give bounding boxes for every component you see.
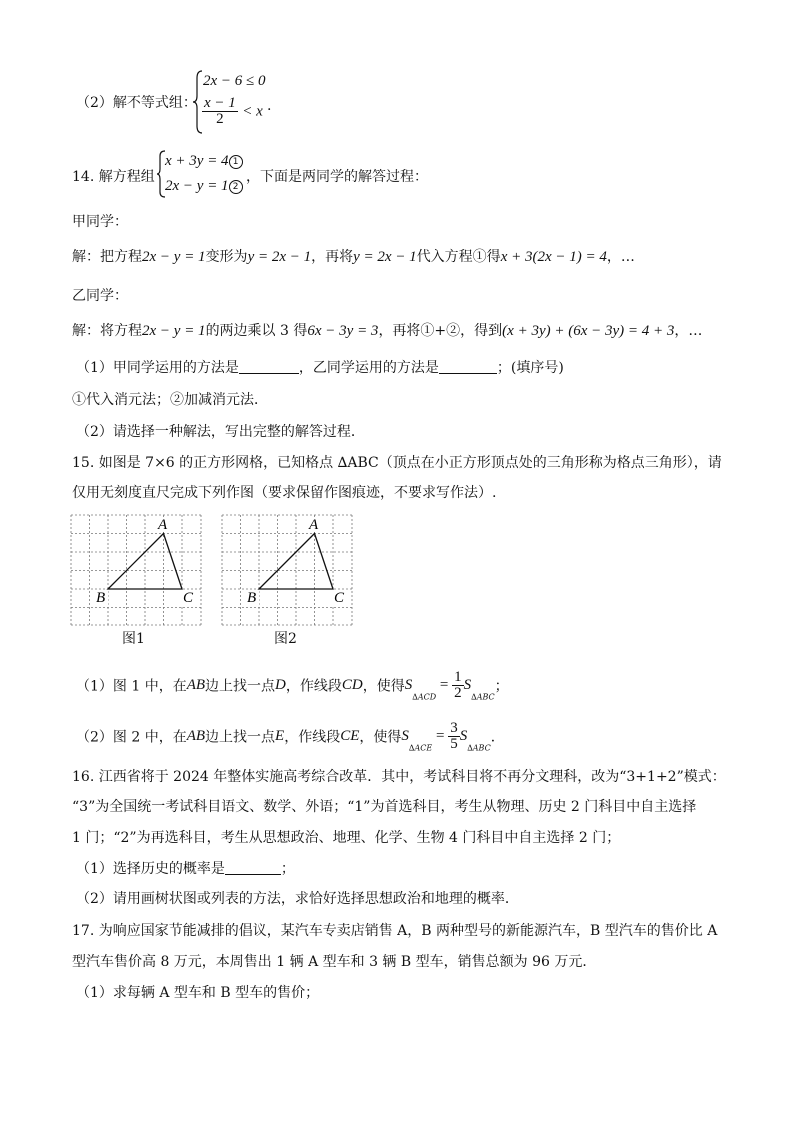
q17-line1: 17. 为响应国家节能减排的倡议，某汽车专卖店销售 A，B 两种型号的新能源汽车，B 型汽车的售价比 A	[72, 923, 718, 939]
q13-ineq2-rhs: < x	[242, 103, 263, 120]
q13-frac-num: x − 1	[204, 95, 236, 111]
q14-jia-b: 变形为	[205, 249, 248, 265]
q13-frac-den: 2	[216, 111, 224, 127]
q14-jia-m3: y = 2x − 1	[353, 249, 417, 265]
q14-yi-solution	[72, 321, 702, 341]
q15-p1-fd: 2	[454, 685, 462, 701]
q15-p2-b: 边上找一点	[205, 729, 276, 746]
q15-p1-eq: =	[436, 677, 453, 693]
q15-part1	[76, 670, 509, 702]
q14-eq2-line	[165, 176, 243, 196]
q14-eq1: x + 3y = 4	[165, 153, 229, 169]
q14-yi-b: 的两边乘以 3 得	[205, 323, 308, 339]
q13-ineq1: 2x − 6 ≤ 0	[203, 73, 266, 89]
q16-part1	[76, 859, 295, 879]
q14-jia-a: 解：把方程	[72, 249, 142, 265]
q15-p1-c: ，作线段	[285, 678, 342, 695]
q15-p2-e: E	[275, 728, 285, 744]
q14-jia-solution	[72, 247, 635, 267]
q15-p2-a: （2）图 2 中，在	[76, 729, 187, 746]
q15-p2-s1: S	[401, 728, 409, 744]
q16-part2: （2）请用画树状图或列表的方法，求恰好选择思想政治和地理的概率．	[76, 891, 519, 907]
q15-p2-s1sub: ∆ACE	[408, 743, 433, 753]
q15-p2-ce: CE	[340, 728, 360, 744]
q14-p1-a: （1）甲同学运用的方法是	[76, 360, 239, 376]
q15-p1-s2: S	[463, 677, 472, 693]
q14-options: ①代入消元法；②加减消元法．	[72, 392, 268, 408]
q14-yi-m1: 2x − y = 1	[142, 323, 206, 339]
q15-p1-s1sub: ∆ACD	[412, 692, 437, 702]
q13-end-dot: .	[267, 98, 272, 114]
q14-blank-2[interactable]	[439, 359, 497, 374]
q15-p1-b: 边上找一点	[205, 678, 276, 695]
q14-jia-m4: x + 3(2x − 1) = 4	[500, 249, 607, 265]
q16-line3: 1 门；“2”为再选科目，考生从思想政治、地理、化学、生物 4 门科目中自主选择 2 门；	[72, 830, 621, 846]
q15-p2-d: ，使得	[359, 729, 402, 746]
q13-ineq2	[202, 96, 263, 127]
grid	[222, 515, 352, 625]
label-c: C	[183, 590, 194, 606]
q14-jia-m2: y = 2x − 1	[247, 249, 312, 265]
q14-yi-a: 解：将方程	[72, 323, 142, 339]
q15-p2-end: ．	[490, 729, 505, 746]
q14-eq1-mark: 1	[229, 155, 243, 169]
q14-eq1-line	[165, 151, 243, 171]
q14-eq2: 2x − y = 1	[165, 178, 229, 194]
q15-p1-cd: CD	[341, 677, 363, 693]
q15-caption1: 图1	[122, 631, 145, 647]
q15-caption2: 图2	[274, 631, 297, 647]
q16-p1-a: （1）选择历史的概率是	[76, 861, 225, 877]
q15-p1-e: ，使得	[362, 678, 405, 695]
grid	[71, 515, 201, 625]
q17-line2: 型汽车售价高 8 万元，本周售出 1 辆 A 型车和 3 辆 B 型车，销售总额为 96 万元．	[72, 954, 597, 970]
q15-line2: 仅用无刻度直尺完成下列作图（要求保留作图痕迹，不要求写作法）.	[72, 485, 497, 501]
q14-yi-d: ，…	[674, 323, 703, 339]
q15-p2-c: ，作线段	[284, 729, 341, 746]
label-c: C	[334, 590, 345, 606]
q14-yi-title: 乙同学：	[72, 288, 128, 304]
q16-line1: 16. 江西省将于 2024 年整体实施高考综合改革．其中，考试科目将不再分文理科，改为“3+1+2”模式：	[72, 769, 726, 785]
q13-fraction	[202, 96, 238, 127]
q15-p1-a: （1）图 1 中，在	[76, 678, 187, 695]
q14-jia-e: ，…	[606, 249, 635, 265]
q14-eq2-mark: 2	[229, 180, 243, 194]
q14-jia-d: 代入方程①得	[416, 249, 501, 265]
q15-p2-fd: 5	[450, 736, 458, 752]
q15-figure1	[70, 514, 203, 626]
q16-line2: “3”为全国统一考试科目语文、数学、外语；“1”为首选科目，考生从物理、历史 2 门科目中自主选择	[72, 799, 697, 815]
q14-jia-title: 甲同学：	[72, 214, 128, 230]
q14-blank-1[interactable]	[239, 359, 299, 374]
q14-intro-suffix: ，下面是两同学的解答过程：	[246, 169, 428, 185]
q15-p1-s2sub: ∆ABC	[471, 692, 495, 702]
q15-p1-d: D	[275, 677, 286, 693]
q15-p2-fn: 3	[450, 720, 458, 736]
q15-part2	[76, 721, 505, 753]
q15-p1-ab: AB	[186, 677, 206, 693]
label-a: A	[158, 517, 168, 533]
q14-jia-c: ，再将	[311, 249, 354, 265]
label-a: A	[309, 517, 319, 533]
q14-intro-prefix: 14. 解方程组	[72, 169, 155, 185]
label-b: B	[247, 590, 257, 606]
q15-p1-fraction	[452, 670, 464, 701]
q14-p1-c: ；(填序号)	[496, 360, 564, 376]
q15-p2-ab: AB	[186, 728, 206, 744]
q17-part1: （1）求每辆 A 型车和 B 型车的售价；	[76, 985, 320, 1001]
q13-part2-label: （2）解不等式组：	[76, 95, 197, 111]
q15-p2-s2sub: ∆ABC	[467, 743, 491, 753]
q15-p1-end: ；	[494, 678, 509, 695]
q14-yi-m3: (x + 3y) + (6x − 3y) = 4 + 3	[502, 323, 675, 339]
q15-p2-eq: =	[432, 728, 449, 744]
q15-p2-s2: S	[459, 728, 468, 744]
q15-p1-fn: 1	[454, 669, 462, 685]
q16-blank[interactable]	[225, 860, 281, 875]
q16-p1-b: ；	[280, 861, 295, 877]
q15-p2-fraction	[448, 721, 460, 752]
q14-part1	[76, 358, 564, 378]
q14-jia-m1: 2x − y = 1	[142, 249, 206, 265]
q14-yi-c: ，再将①+②，得到	[378, 323, 503, 339]
q15-figure2	[221, 514, 354, 626]
q14-yi-m2: 6x − 3y = 3	[307, 323, 379, 339]
q14-part2: （2）请选择一种解法，写出完整的解答过程．	[76, 424, 365, 440]
q15-p1-s1: S	[404, 677, 413, 693]
q14-p1-b: ，乙同学运用的方法是	[298, 360, 439, 376]
label-b: B	[96, 590, 106, 606]
q15-line1: 15. 如图是 7×6 的正方形网格，已知格点 ∆ABC（顶点在小正方形顶点处的三角形称为格点三角形），请	[72, 455, 722, 471]
